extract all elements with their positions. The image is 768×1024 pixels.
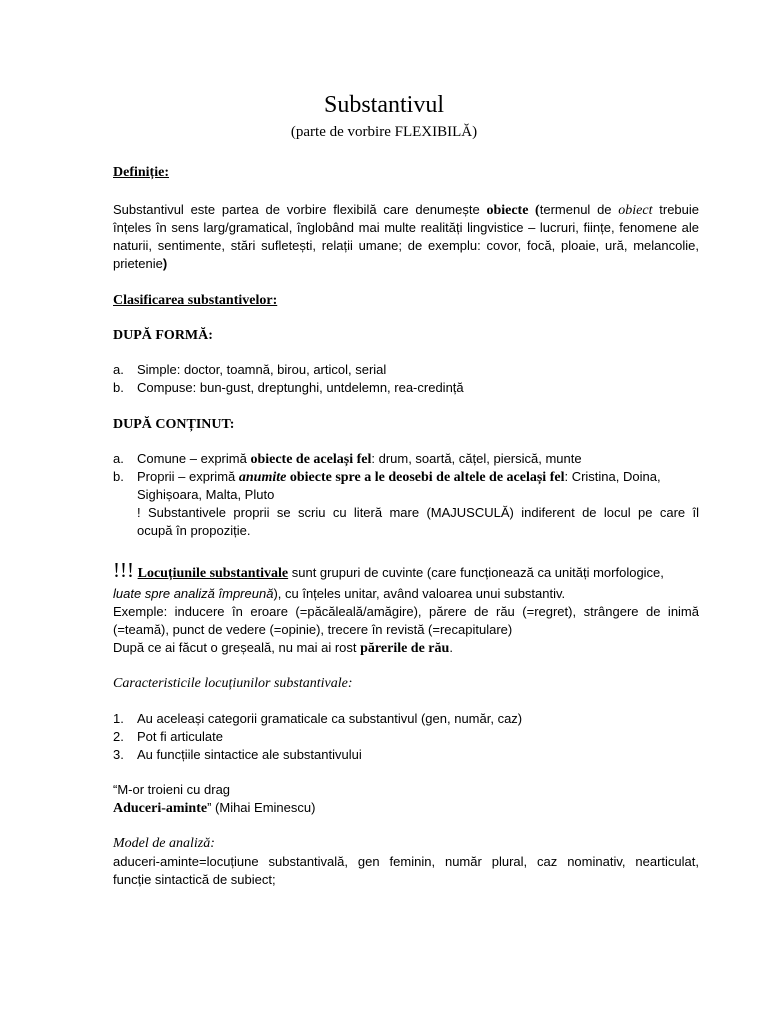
locutions-intro-line-1: !!! Locuțiunile substantivale sunt grupuri de cuvinte (care funcționează ca unități morfologice,	[113, 558, 664, 582]
form-heading: DUPĂ FORMĂ:	[113, 328, 213, 343]
content-item-a: Comune – exprimă obiecte de același fel: drum, soartă, cățel, piersică, munte	[137, 451, 582, 467]
exclamation-marks: !!!	[113, 558, 134, 582]
characteristic-3-marker: 3.	[113, 747, 124, 762]
classification-heading: Clasificarea substantivelor:	[113, 293, 278, 308]
analysis-model-line-2: funcție sintactică de subiect;	[113, 872, 276, 887]
characteristic-1: Au aceleași categorii gramaticale ca substantivul (gen, număr, caz)	[137, 711, 523, 726]
proper-noun-note-line-2: ocupă în propoziție.	[137, 523, 251, 538]
locutions-examples-line-1: Exemple: inducere în eroare (=păcăleală/amăgire), părere de rău (=regret), strângere de inimă	[113, 604, 699, 619]
form-item-b: Compuse: bun-gust, dreptunghi, untdelemn, rea-credință	[137, 380, 464, 395]
analysis-model-line-1: aduceri-aminte=locuțiune substantivală, gen feminin, număr plural, caz nominativ, nearticulat,	[113, 854, 699, 869]
characteristic-2-marker: 2.	[113, 729, 124, 744]
content-heading: DUPĂ CONȚINUT:	[113, 417, 235, 432]
content-item-b: Proprii – exprimă anumite obiecte spre a le deosebi de altele de același fel: Cristina, Doina,	[137, 469, 661, 485]
locutions-examples-line-2: (=teamă), punct de vedere (=opinie), trecere în revistă (=recapitulare)	[113, 622, 513, 637]
characteristic-1-marker: 1.	[113, 711, 124, 726]
characteristic-3: Au funcțiile sintactice ale substantivului	[137, 747, 362, 762]
definition-line-4: prietenie)	[113, 256, 168, 271]
analysis-model-heading: Model de analiză:	[113, 836, 215, 851]
locutions-example-sentence: După ce ai făcut o greșeală, nu mai ai rost părerile de rău.	[113, 640, 453, 656]
form-item-a-marker: a.	[113, 362, 124, 377]
quote-line-1: “M-or troieni cu drag	[113, 782, 231, 797]
page-title: Substantivul	[323, 92, 444, 118]
content-item-a-marker: a.	[113, 451, 124, 466]
characteristics-heading: Caracteristicile locuțiunilor substantivale:	[113, 676, 353, 691]
content-item-b-continuation: Sighișoara, Malta, Pluto	[137, 487, 275, 502]
proper-noun-note-line-1: ! Substantivele proprii se scriu cu literă mare (MAJUSCULĂ) indiferent de locul pe care îl	[137, 505, 699, 520]
definition-line-1: Substantivul este partea de vorbire flexibilă care denumește obiecte (termenul de obiect trebuie	[113, 202, 700, 218]
locutions-term: Locuțiunile substantivale	[137, 566, 289, 581]
definition-line-2: înțeles în sens larg/gramatical, înglobând mai multe realități lingvistice – lucruri, ființe, fenomene ale	[113, 220, 699, 235]
content-item-b-marker: b.	[113, 469, 124, 484]
quote-line-2: Aduceri-aminte” (Mihai Eminescu)	[113, 800, 316, 816]
page-subtitle: (parte de vorbire FLEXIBILĂ)	[290, 124, 478, 140]
characteristic-2: Pot fi articulate	[137, 729, 223, 744]
definition-heading: Definiție:	[113, 165, 169, 180]
form-item-b-marker: b.	[113, 380, 124, 395]
form-item-a: Simple: doctor, toamnă, birou, articol, serial	[137, 362, 387, 377]
locutions-intro-line-2: luate spre analiză împreună), cu înțeles unitar, având valoarea unui substantiv.	[113, 586, 566, 601]
definition-line-3: naturii, sentimente, stări sufletești, relații umane; de exemplu: covor, focă, ploaie, ură, melancolie,	[113, 238, 699, 253]
